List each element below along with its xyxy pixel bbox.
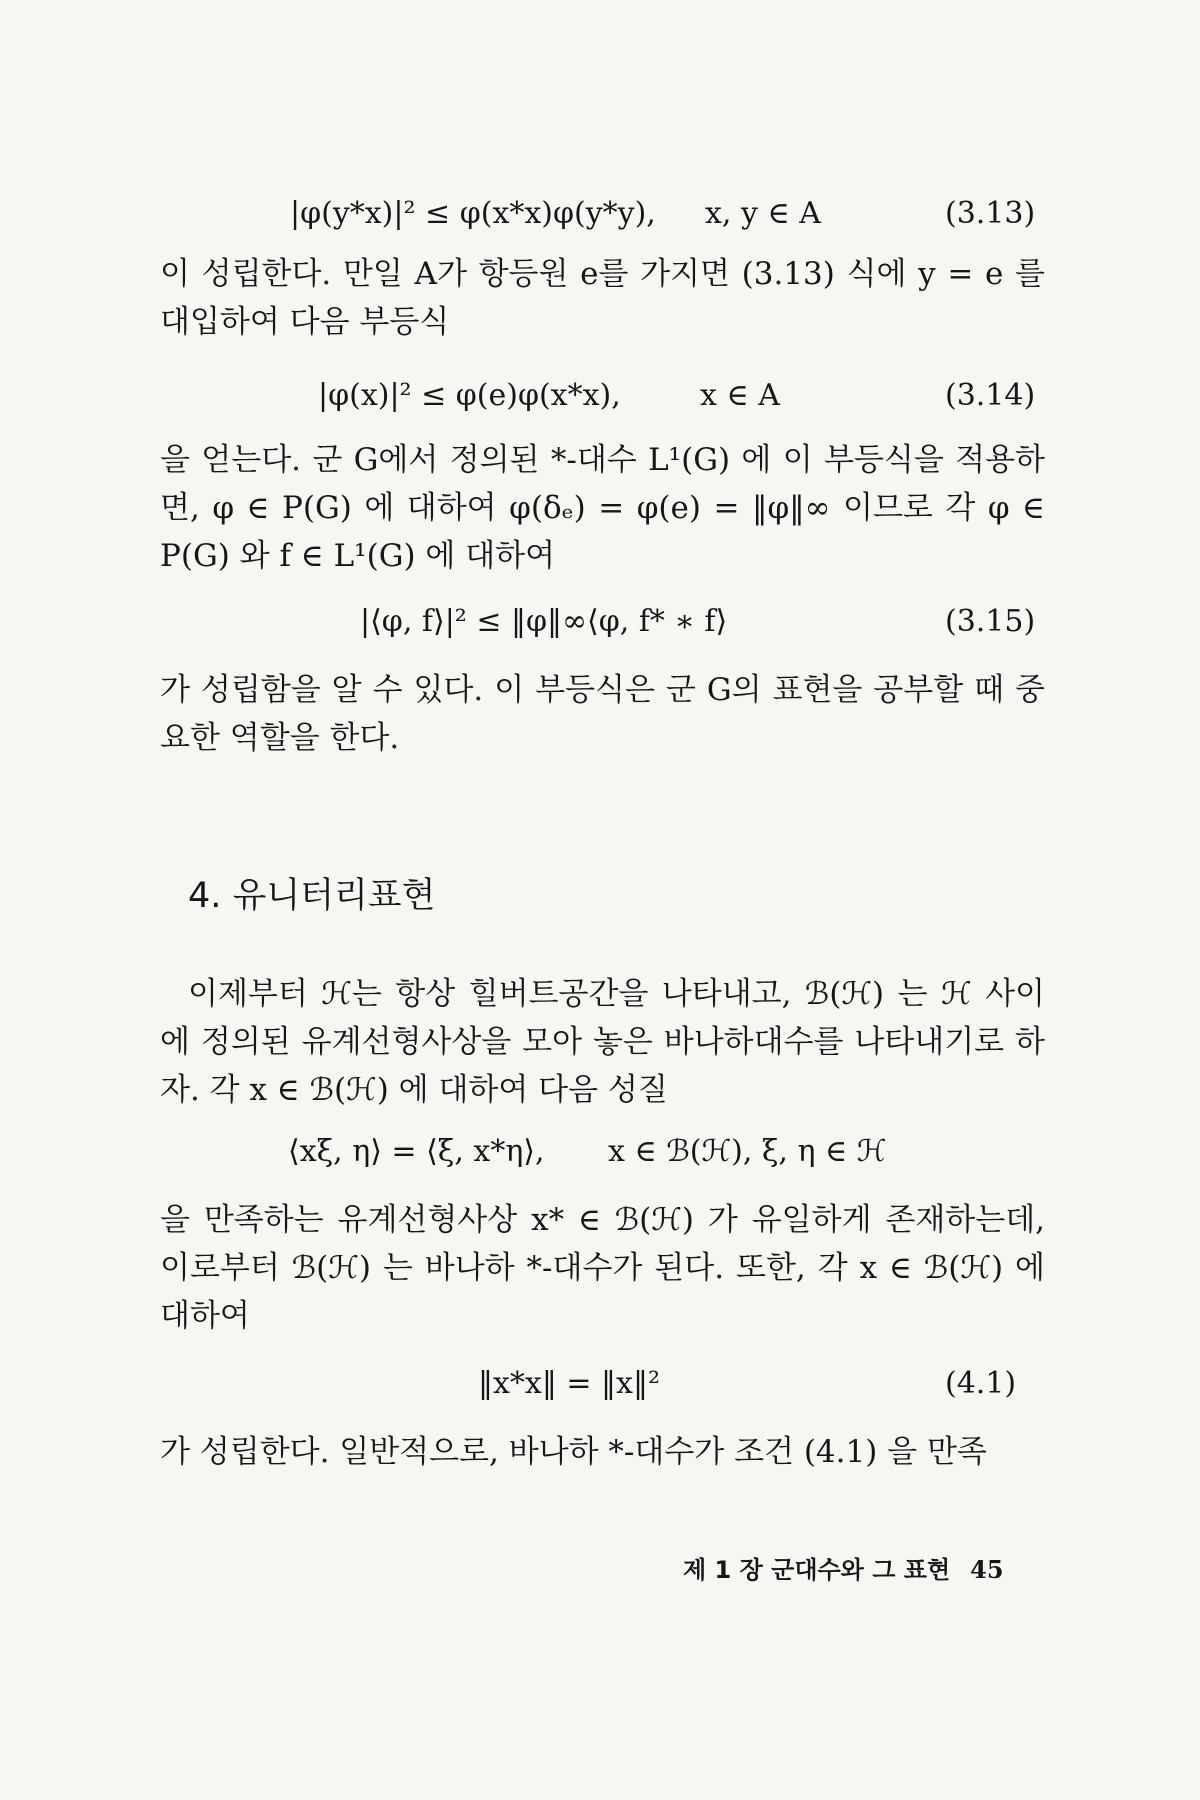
equation-3-13 bbox=[0, 196, 1200, 240]
equation-formula: |φ(x)|² ≤ φ(e)φ(x*x), bbox=[318, 378, 621, 413]
page-footer bbox=[683, 1550, 1004, 1585]
paragraph-1: 이 성립한다. 만일 A가 항등원 e를 가지면 (3.13) 식에 y = e 를 대입하여 다음 부등식 bbox=[160, 256, 1045, 340]
equation-condition: x, y ∈ A bbox=[705, 196, 821, 231]
equation-3-15 bbox=[0, 604, 1200, 648]
page-number: 45 bbox=[970, 1555, 1004, 1584]
paragraph-3: 가 성립함을 알 수 있다. 이 부등식은 군 G의 표현을 공부할 때 중요한 역할을 한다. bbox=[160, 672, 1045, 756]
paragraph-4: 이제부터 ℋ는 항상 힐버트공간을 나타내고, ℬ(ℋ) 는 ℋ 사이에 정의된 유계선형사상을 모아 놓은 바나하대수를 나타내기로 하자. 각 x ∈ ℬ(ℋ) 에 대하여 다음 성질 bbox=[160, 976, 1045, 1108]
paragraph-5: 을 만족하는 유계선형사상 x* ∈ ℬ(ℋ) 가 유일하게 존재하는데, 이로부터 ℬ(ℋ) 는 바나하 *-대수가 된다. 또한, 각 x ∈ ℬ(ℋ) 에 대하여 bbox=[160, 1202, 1045, 1334]
equation-number: (3.15) bbox=[945, 604, 1036, 639]
paragraph-6: 가 성립한다. 일반적으로, 바나하 *-대수가 조건 (4.1) 을 만족 bbox=[160, 1434, 987, 1470]
equation-formula: |φ(y*x)|² ≤ φ(x*x)φ(y*y), bbox=[290, 196, 656, 231]
equation-formula: ‖x*x‖ = ‖x‖² bbox=[478, 1366, 660, 1401]
equation-inner-product bbox=[0, 1134, 1200, 1178]
equation-condition: x ∈ A bbox=[700, 378, 780, 413]
running-head: 제 1 장 군대수와 그 표현 bbox=[683, 1556, 951, 1584]
equation-number: (4.1) bbox=[945, 1366, 1017, 1401]
equation-formula: |⟨φ, f⟩|² ≤ ‖φ‖∞⟨φ, f* ∗ f⟩ bbox=[360, 604, 728, 639]
equation-number: (3.14) bbox=[945, 378, 1036, 413]
equation-number: (3.13) bbox=[945, 196, 1036, 231]
equation-4-1 bbox=[0, 1366, 1200, 1410]
equation-formula: ⟨xξ, η⟩ = ⟨ξ, x*η⟩, bbox=[288, 1134, 545, 1169]
equation-3-14 bbox=[0, 378, 1200, 422]
paragraph-2: 을 얻는다. 군 G에서 정의된 *-대수 L¹(G) 에 이 부등식을 적용하면, φ ∈ P(G) 에 대하여 φ(δₑ) = φ(e) = ‖φ‖∞ 이므로 각 φ ∈ P(G) 와 f ∈ L¹(G) 에 대하여 bbox=[160, 442, 1045, 574]
section-heading: 4. 유니터리표현 bbox=[188, 876, 436, 916]
equation-condition: x ∈ ℬ(ℋ), ξ, η ∈ ℋ bbox=[608, 1134, 887, 1169]
